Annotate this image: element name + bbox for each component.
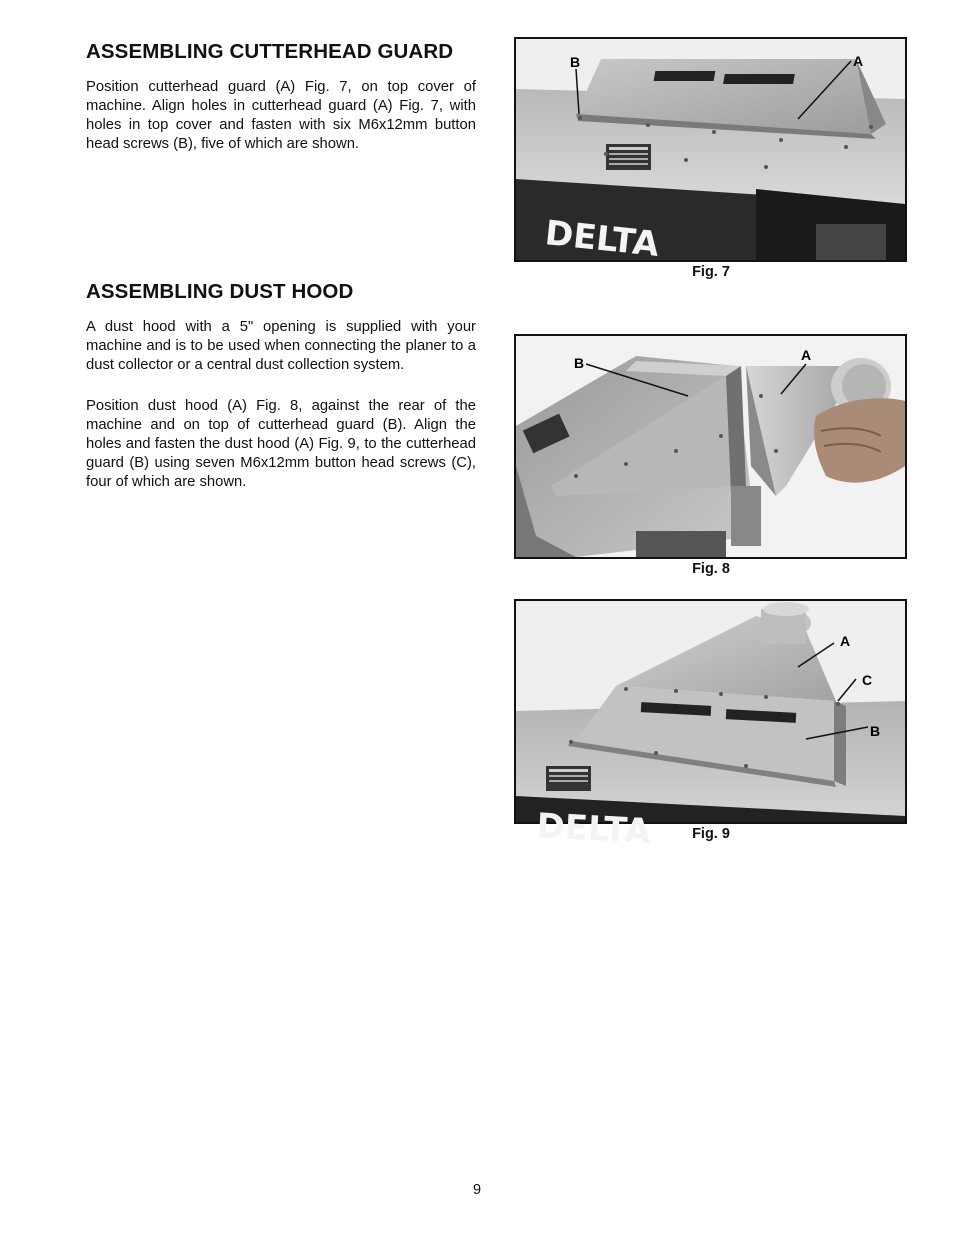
- figure-7-illustration: [516, 39, 905, 265]
- figure-8-photo: [514, 334, 907, 559]
- figure-7-callout-a: A: [853, 53, 864, 69]
- section-title-cutterhead-guard: ASSEMBLING CUTTERHEAD GUARD: [86, 40, 454, 63]
- figure-7-photo: [514, 37, 907, 265]
- figure-9-callout-a: A: [840, 633, 851, 649]
- figure-9-caption: Fig. 9: [692, 826, 730, 842]
- figure-7-callout-b: B: [570, 54, 581, 70]
- figure-7-brand-logo: DELTA: [543, 213, 661, 265]
- figure-7-caption: Fig. 7: [692, 264, 730, 280]
- figure-9-brand-logo: DELTA: [535, 806, 652, 852]
- section-title-dust-hood: ASSEMBLING DUST HOOD: [86, 280, 354, 303]
- figure-9-callout-b: B: [870, 723, 881, 739]
- dust-hood-paragraph-2: Position dust hood (A) Fig. 8, against the rear of the machine and on top of cutterhead guard (B). Align the holes and fasten the dust hood (A) Fig. 9, to the cutterhead guard (B) using seven M6x12mm button head screws (C), four of which are shown.: [86, 398, 476, 490]
- figure-8-illustration: [516, 336, 905, 557]
- dust-hood-paragraph-1: A dust hood with a 5" opening is supplied with your machine and is to be used when connecting the planer to a dust collector or a central dust collection system.: [86, 319, 476, 373]
- figure-9-callout-c: C: [862, 672, 873, 688]
- page-number: 9: [472, 1182, 482, 1198]
- cutterhead-guard-paragraph: Position cutterhead guard (A) Fig. 7, on top cover of machine. Align holes in cutterhead guard (A) Fig. 7, with holes in top cover and fasten with six M6x12mm button head screws (B), five of which are shown.: [86, 79, 476, 152]
- figure-8-caption: Fig. 8: [692, 561, 730, 577]
- figure-8-callout-a: A: [801, 347, 812, 363]
- figure-8-callout-b: B: [574, 355, 585, 371]
